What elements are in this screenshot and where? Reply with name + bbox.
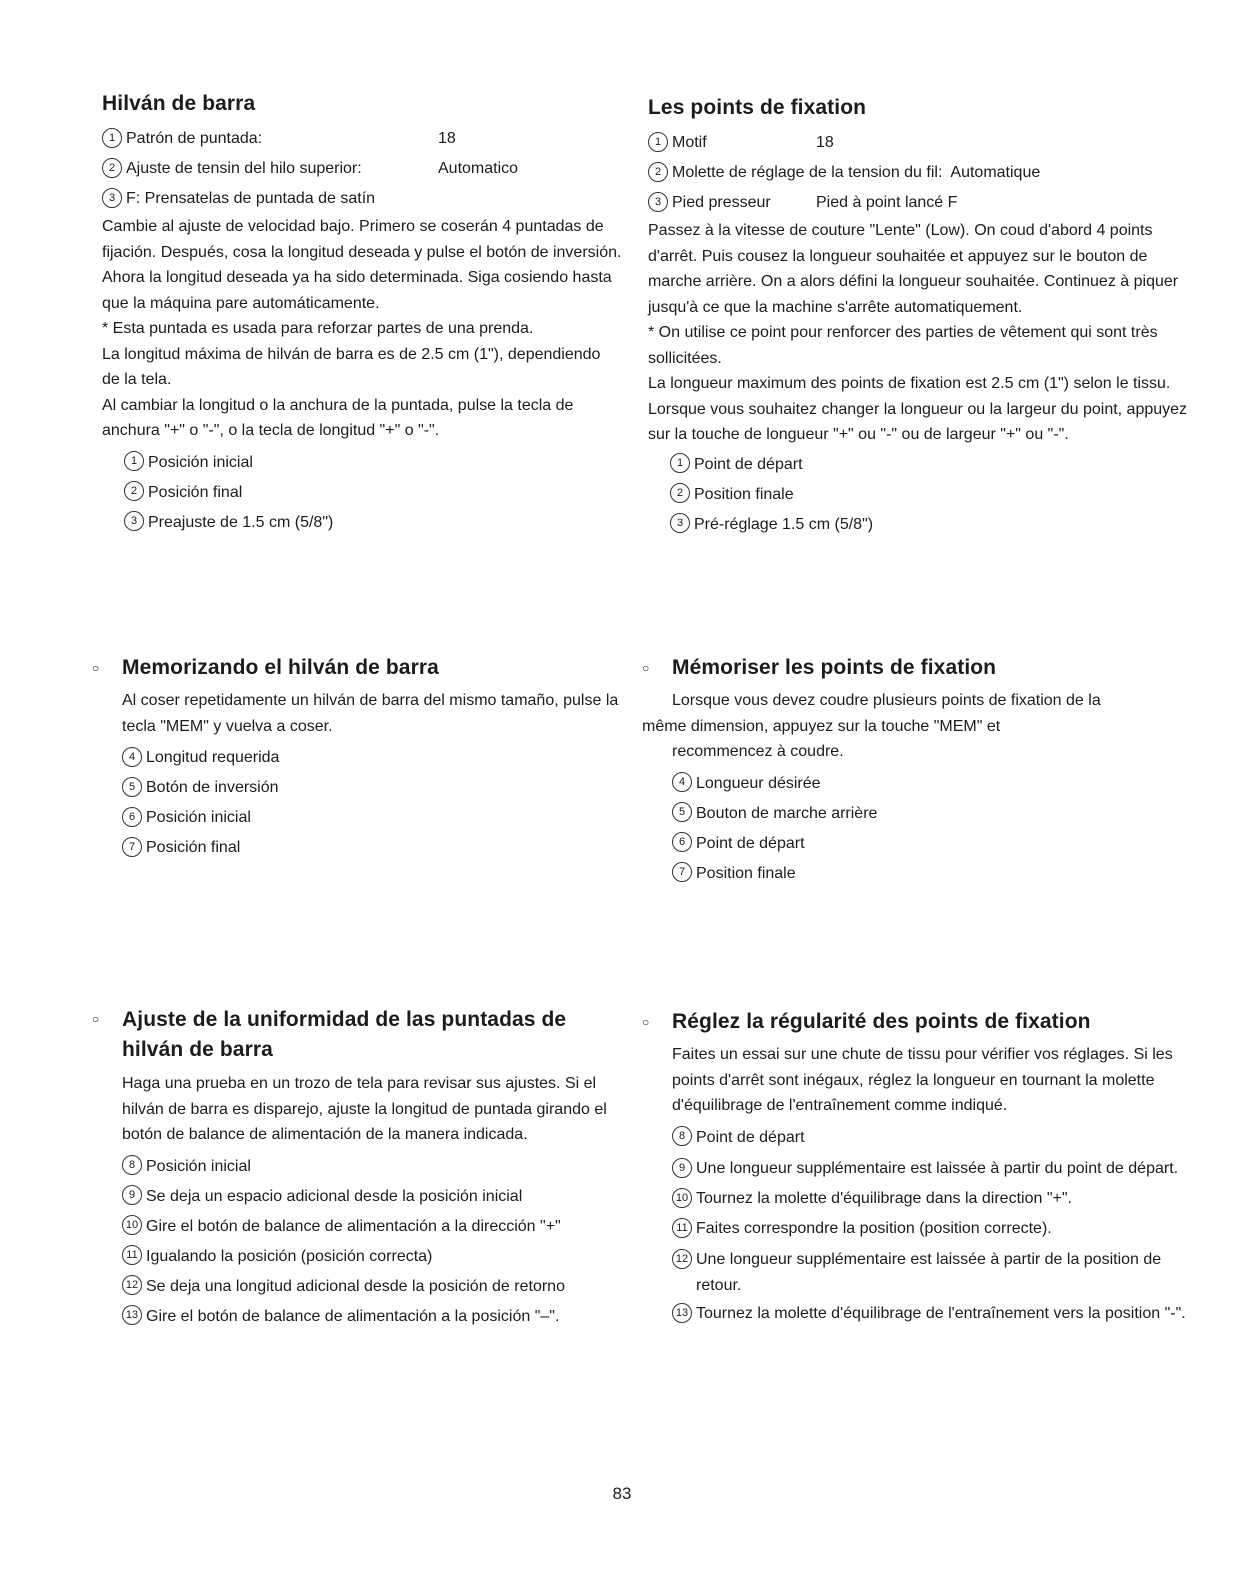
list-item-text: Faites correspondre la position (position correcte).: [696, 1220, 1052, 1237]
circled-number-icon: 11: [122, 1245, 142, 1265]
circled-number-icon: 7: [672, 862, 692, 882]
list-item: [642, 1301, 1188, 1327]
setting-row: [102, 154, 622, 184]
section-ajuste-uniformidad: [92, 1005, 622, 1332]
circled-number-icon: 3: [102, 188, 122, 208]
section-title: Ajuste de la uniformidad de las puntadas de hilván de barra: [122, 1008, 567, 1061]
section-heading: [92, 654, 622, 688]
list-item: [92, 1242, 622, 1272]
list-item: [648, 510, 1188, 540]
paragraph: Haga una prueba en un trozo de tela para revisar sus ajustes. Si el hilván de barra es disparejo, ajuste la longitud de puntada girando el botón de balance de alimentación de la manera indicada.: [122, 1075, 607, 1143]
list-item: [102, 448, 622, 478]
circled-number-icon: 10: [672, 1188, 692, 1208]
list-item-text: Longitud requerida: [146, 749, 280, 766]
list-item: [92, 833, 622, 863]
circled-number-icon: 2: [124, 481, 144, 501]
list-item: [642, 1184, 1188, 1214]
circled-number-icon: 8: [122, 1155, 142, 1175]
setting-label: Molette de réglage de la tension du fil:: [672, 164, 943, 181]
bullet-icon: ○: [642, 1015, 650, 1029]
list-item-text: Bouton de marche arrière: [696, 804, 878, 822]
circled-number-icon: 3: [648, 192, 668, 212]
paragraph: Cambie al ajuste de velocidad bajo. Primero se coserán 4 puntadas de fijación. Después, cosa la longitud deseada y pulse el botón de inversión.: [102, 218, 622, 261]
paragraph: Al cambiar la longitud o la anchura de la puntada, pulse la tecla de anchura "+" o "-", o la tecla de longitud "+" o "-".: [102, 396, 574, 439]
circled-number-icon: 3: [124, 511, 144, 531]
section-title: Réglez la régularité des points de fixation: [672, 1010, 1091, 1033]
list-item: [92, 1302, 622, 1332]
paragraph: La longitud máxima de hilván de barra es de 2.5 cm (1"), dependiendo de la tela.: [102, 345, 601, 388]
section-heading: [642, 1008, 1188, 1042]
list-item-text: Posición final: [146, 839, 241, 856]
list-item: [642, 1123, 1188, 1153]
section-points-de-fixation: [648, 94, 1188, 540]
setting-row: [648, 128, 1188, 158]
setting-row: [102, 184, 622, 214]
setting-label: Pied presseur: [672, 194, 771, 211]
section-title: Memorizando el hilván de barra: [122, 656, 439, 679]
list-item: [92, 743, 622, 773]
paragraph: Lorsque vous souhaitez changer la longueur ou la largeur du point, appuyez sur la touche de longueur "+" ou "-" ou de largeur "+" ou "-".: [648, 400, 1188, 443]
paragraph-line: même dimension, appuyez sur la touche "MEM" et: [642, 717, 1001, 735]
list-item-text: Point de départ: [696, 1128, 805, 1146]
list-item: [642, 1156, 1188, 1182]
list-item-text: Tournez la molette d'équilibrage de l'entraînement vers la position "-".: [696, 1305, 1186, 1322]
setting-value: Automatique: [950, 164, 1041, 181]
circled-number-icon: 13: [672, 1303, 692, 1323]
list-item-text: Position finale: [696, 864, 796, 882]
list-item: [102, 508, 622, 538]
paragraph-line: Lorsque vous devez coudre plusieurs points de fixation de la: [672, 692, 1101, 709]
circled-number-icon: 6: [122, 807, 142, 827]
setting-label: Motif: [672, 134, 707, 151]
setting-row: [102, 124, 622, 154]
setting-label: Patrón de puntada:: [126, 130, 263, 147]
section-memoriser: [642, 654, 1188, 889]
list-item-text: Se deja una longitud adicional desde la posición de retorno: [146, 1277, 565, 1295]
circled-number-icon: 9: [122, 1185, 142, 1205]
circled-number-icon: 2: [648, 162, 668, 182]
circled-number-icon: 1: [102, 128, 122, 148]
list-item-text: Pré-réglage 1.5 cm (5/8"): [694, 515, 874, 533]
list-item-text: Position finale: [694, 485, 794, 503]
list-item: [92, 1212, 622, 1242]
list-item-text: Posición final: [148, 483, 243, 501]
paragraph: Al coser repetidamente un hilván de barra del mismo tamaño, pulse la tecla "MEM" y vuelva a coser.: [122, 692, 619, 735]
section-heading: [92, 1005, 622, 1071]
setting-value: Pied à point lancé F: [816, 194, 958, 211]
list-item-text: Tournez la molette d'équilibrage dans la direction "+".: [696, 1190, 1072, 1207]
circled-number-icon: 11: [672, 1218, 692, 1238]
circled-number-icon: 7: [122, 837, 142, 857]
bullet-icon: ○: [92, 661, 100, 675]
circled-number-icon: 8: [672, 1126, 692, 1146]
list-item: [642, 859, 1188, 889]
bullet-icon: ○: [92, 1012, 100, 1026]
circled-number-icon: 1: [124, 451, 144, 471]
setting-row: [648, 188, 1188, 218]
setting-value: 18: [438, 130, 456, 147]
list-item-text: Posición inicial: [146, 1157, 251, 1175]
paragraph: Passez à la vitesse de couture "Lente" (Low). On coud d'abord 4 points d'arrêt. Puis cousez la longueur souhaitée et appuyez sur le bouton de marche arrière. On a alors défini la longueur souhaitée. Continuez à piquer jusqu'à ce que la machine s'arrête automatiquement.: [648, 222, 1179, 316]
list-item: [642, 769, 1188, 799]
page-number: 83: [612, 1484, 632, 1503]
paragraph: La longueur maximum des points de fixation est 2.5 cm (1") selon le tissu.: [648, 375, 1171, 392]
setting-value: 18: [816, 134, 834, 151]
section-memorizando: [92, 654, 622, 863]
setting-value: Automatico: [438, 160, 519, 177]
section-hilvan-de-barra: [102, 90, 622, 538]
section-heading: [642, 654, 1188, 688]
list-item: [642, 799, 1188, 829]
list-item-text: Botón de inversión: [146, 779, 279, 796]
circled-number-icon: 12: [672, 1249, 692, 1269]
paragraph-line: recommencez à coudre.: [672, 743, 844, 760]
circled-number-icon: 6: [672, 832, 692, 852]
circled-number-icon: 4: [672, 772, 692, 792]
list-item-text: Gire el botón de balance de alimentación a la dirección "+": [146, 1217, 561, 1235]
circled-number-icon: 10: [122, 1215, 142, 1235]
setting-row: [648, 158, 1188, 188]
paragraph: Ahora la longitud deseada ya ha sido determinada. Siga cosiendo hasta que la máquina pare automáticamente.: [102, 269, 612, 312]
list-item-text: Preajuste de 1.5 cm (5/8"): [148, 513, 334, 531]
setting-label: F: Prensatelas de puntada de satín: [126, 190, 376, 207]
list-item-text: Gire el botón de balance de alimentación a la posición "–".: [146, 1307, 560, 1325]
circled-number-icon: 5: [122, 777, 142, 797]
list-item: [648, 450, 1188, 480]
list-item: [642, 1214, 1188, 1244]
setting-label: Ajuste de tensin del hilo superior:: [126, 160, 362, 177]
list-item-text: Igualando la posición (posición correcta): [146, 1247, 433, 1265]
list-item: [648, 480, 1188, 510]
section-title: Les points de fixation: [648, 96, 867, 119]
circled-number-icon: 13: [122, 1305, 142, 1325]
section-title: Mémoriser les points de fixation: [672, 656, 997, 679]
section-reglez-regularite: [642, 1008, 1188, 1330]
paragraph: Faites un essai sur une chute de tissu pour vérifier vos réglages. Si les points d'arrêt sont inégaux, réglez la longueur en tournant la molette d'équilibrage de l'entraînement comme indiqué.: [672, 1046, 1173, 1114]
circled-number-icon: 9: [672, 1158, 692, 1178]
circled-number-icon: 3: [670, 513, 690, 533]
list-item-text: Posición inicial: [148, 453, 253, 471]
list-item: [92, 1152, 622, 1182]
list-item: [92, 803, 622, 833]
list-item: [92, 1272, 622, 1302]
list-item-text: Longueur désirée: [696, 774, 821, 792]
circled-number-icon: 2: [102, 158, 122, 178]
circled-number-icon: 1: [670, 453, 690, 473]
list-item-text: Posición inicial: [146, 809, 251, 826]
list-item: [102, 478, 622, 508]
list-item-text: Une longueur supplémentaire est laissée à partir de la position de retour.: [696, 1251, 1162, 1294]
circled-number-icon: 5: [672, 802, 692, 822]
list-item-text: Une longueur supplémentaire est laissée à partir du point de départ.: [696, 1159, 1179, 1177]
circled-number-icon: 2: [670, 483, 690, 503]
list-item: [642, 1247, 1188, 1298]
circled-number-icon: 1: [648, 132, 668, 152]
circled-number-icon: 4: [122, 747, 142, 767]
paragraph: * On utilise ce point pour renforcer des parties de vêtement qui sont très sollicitées.: [648, 324, 1158, 367]
list-item-text: Point de départ: [694, 455, 803, 473]
list-item: [92, 773, 622, 803]
list-item: [642, 829, 1188, 859]
paragraph: * Esta puntada es usada para reforzar partes de una prenda.: [102, 320, 534, 337]
bullet-icon: ○: [642, 661, 650, 675]
circled-number-icon: 12: [122, 1275, 142, 1295]
section-title: Hilván de barra: [102, 92, 256, 115]
list-item-text: Se deja un espacio adicional desde la posición inicial: [146, 1187, 523, 1205]
list-item: [92, 1182, 622, 1212]
list-item-text: Point de départ: [696, 834, 805, 852]
